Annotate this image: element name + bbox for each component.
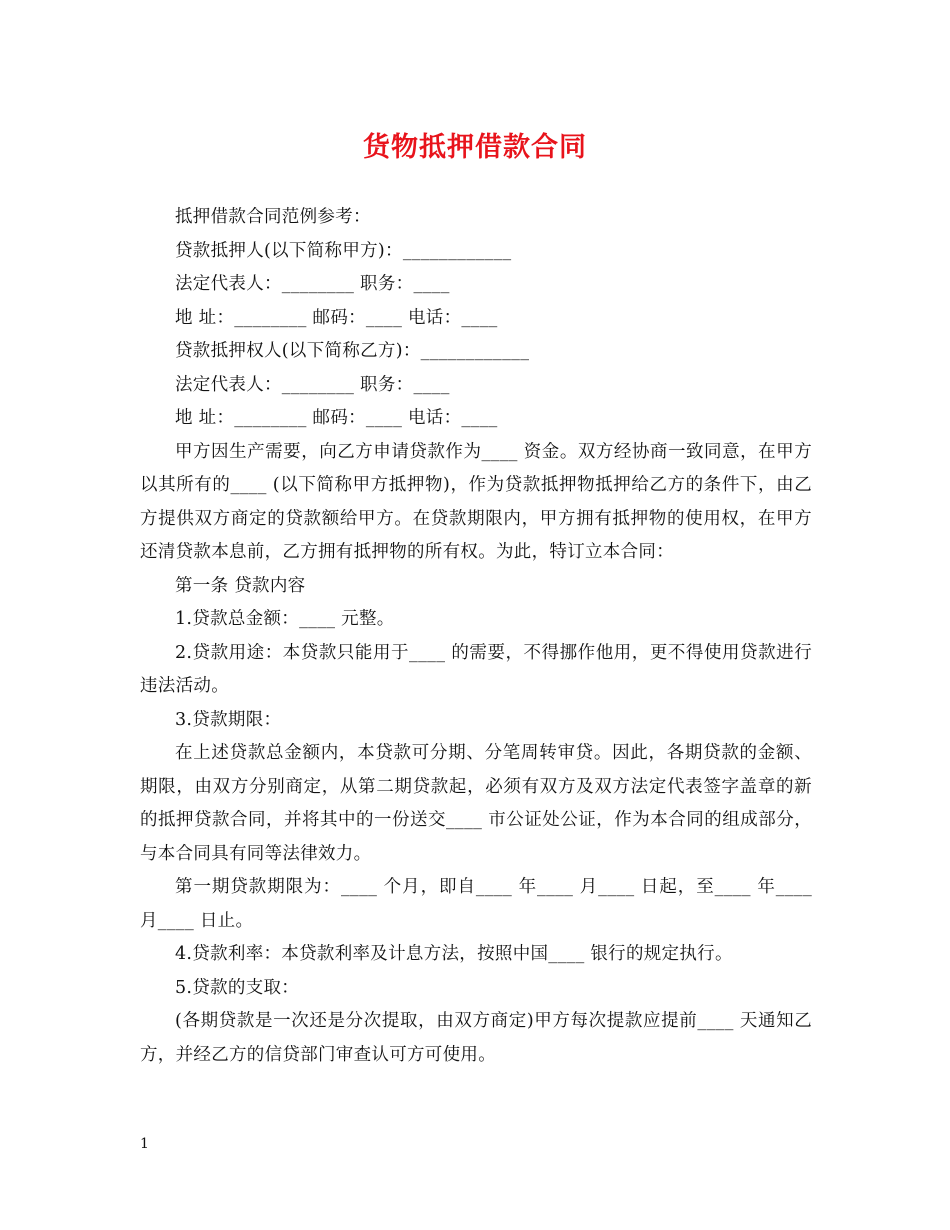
paragraph: 地 址：________ 邮码：____ 电话：____ <box>175 307 498 328</box>
paragraph: 5.贷款的支取： <box>175 977 300 998</box>
paragraph: 第一条 贷款内容 <box>175 575 306 596</box>
document-body <box>140 201 812 1072</box>
paragraph: (各期贷款是一次还是分次提取，由双方商定)甲方每次提款应提前____ 天通知乙方，并经乙方的信贷部门审查认可方可使用。 <box>140 1011 812 1065</box>
paragraph: 贷款抵押人(以下简称甲方)：____________ <box>175 240 512 261</box>
paragraph: 4.贷款利率：本贷款利率及计息方法，按照中国____ 银行的规定执行。 <box>175 944 733 964</box>
paragraph: 甲方因生产需要，向乙方申请贷款作为____ 资金。双方经协商一致同意，在甲方以其所有的____ (以下简称甲方抵押物)，作为贷款抵押物抵押给乙方的条件下，由乙方提供双方商定的贷款额给甲方。在贷款期限内，甲方拥有抵押物的使用权，在甲方还清贷款本息前，乙方拥有抵押物的所有权。为此，特订立本合同： <box>140 441 812 562</box>
paragraph: 法定代表人：________ 职务：____ <box>175 374 450 395</box>
paragraph: 抵押借款合同范例参考： <box>175 207 371 227</box>
page-number: 1 <box>140 1136 149 1152</box>
paragraph: 地 址：________ 邮码：____ 电话：____ <box>175 408 498 428</box>
paragraph: 法定代表人：________ 职务：____ <box>175 274 450 294</box>
paragraph: 贷款抵押权人(以下简称乙方)：____________ <box>175 341 530 361</box>
paragraph: 1.贷款总金额：____ 元整。 <box>175 609 395 629</box>
document-title: 货物抵押借款合同 <box>363 132 587 163</box>
paragraph: 2.贷款用途：本贷款只能用于____ 的需要，不得挪作他用，更不得使用贷款进行违法活动。 <box>140 642 812 696</box>
paragraph: 在上述贷款总金额内，本贷款可分期、分笔周转审贷。因此，各期贷款的金额、期限，由双方分别商定，从第二期贷款起，必须有双方及双方法定代表签字盖章的新的抵押贷款合同，并将其中的一份送交____ 市公证处公证，作为本合同的组成部分，与本合同具有同等法律效力。 <box>140 743 812 864</box>
paragraph: 3.贷款期限： <box>175 709 282 730</box>
paragraph: 第一期贷款期限为：____ 个月，即自____ 年____ 月____ 日起，至____ 年____ 月____ 日止。 <box>140 877 812 931</box>
